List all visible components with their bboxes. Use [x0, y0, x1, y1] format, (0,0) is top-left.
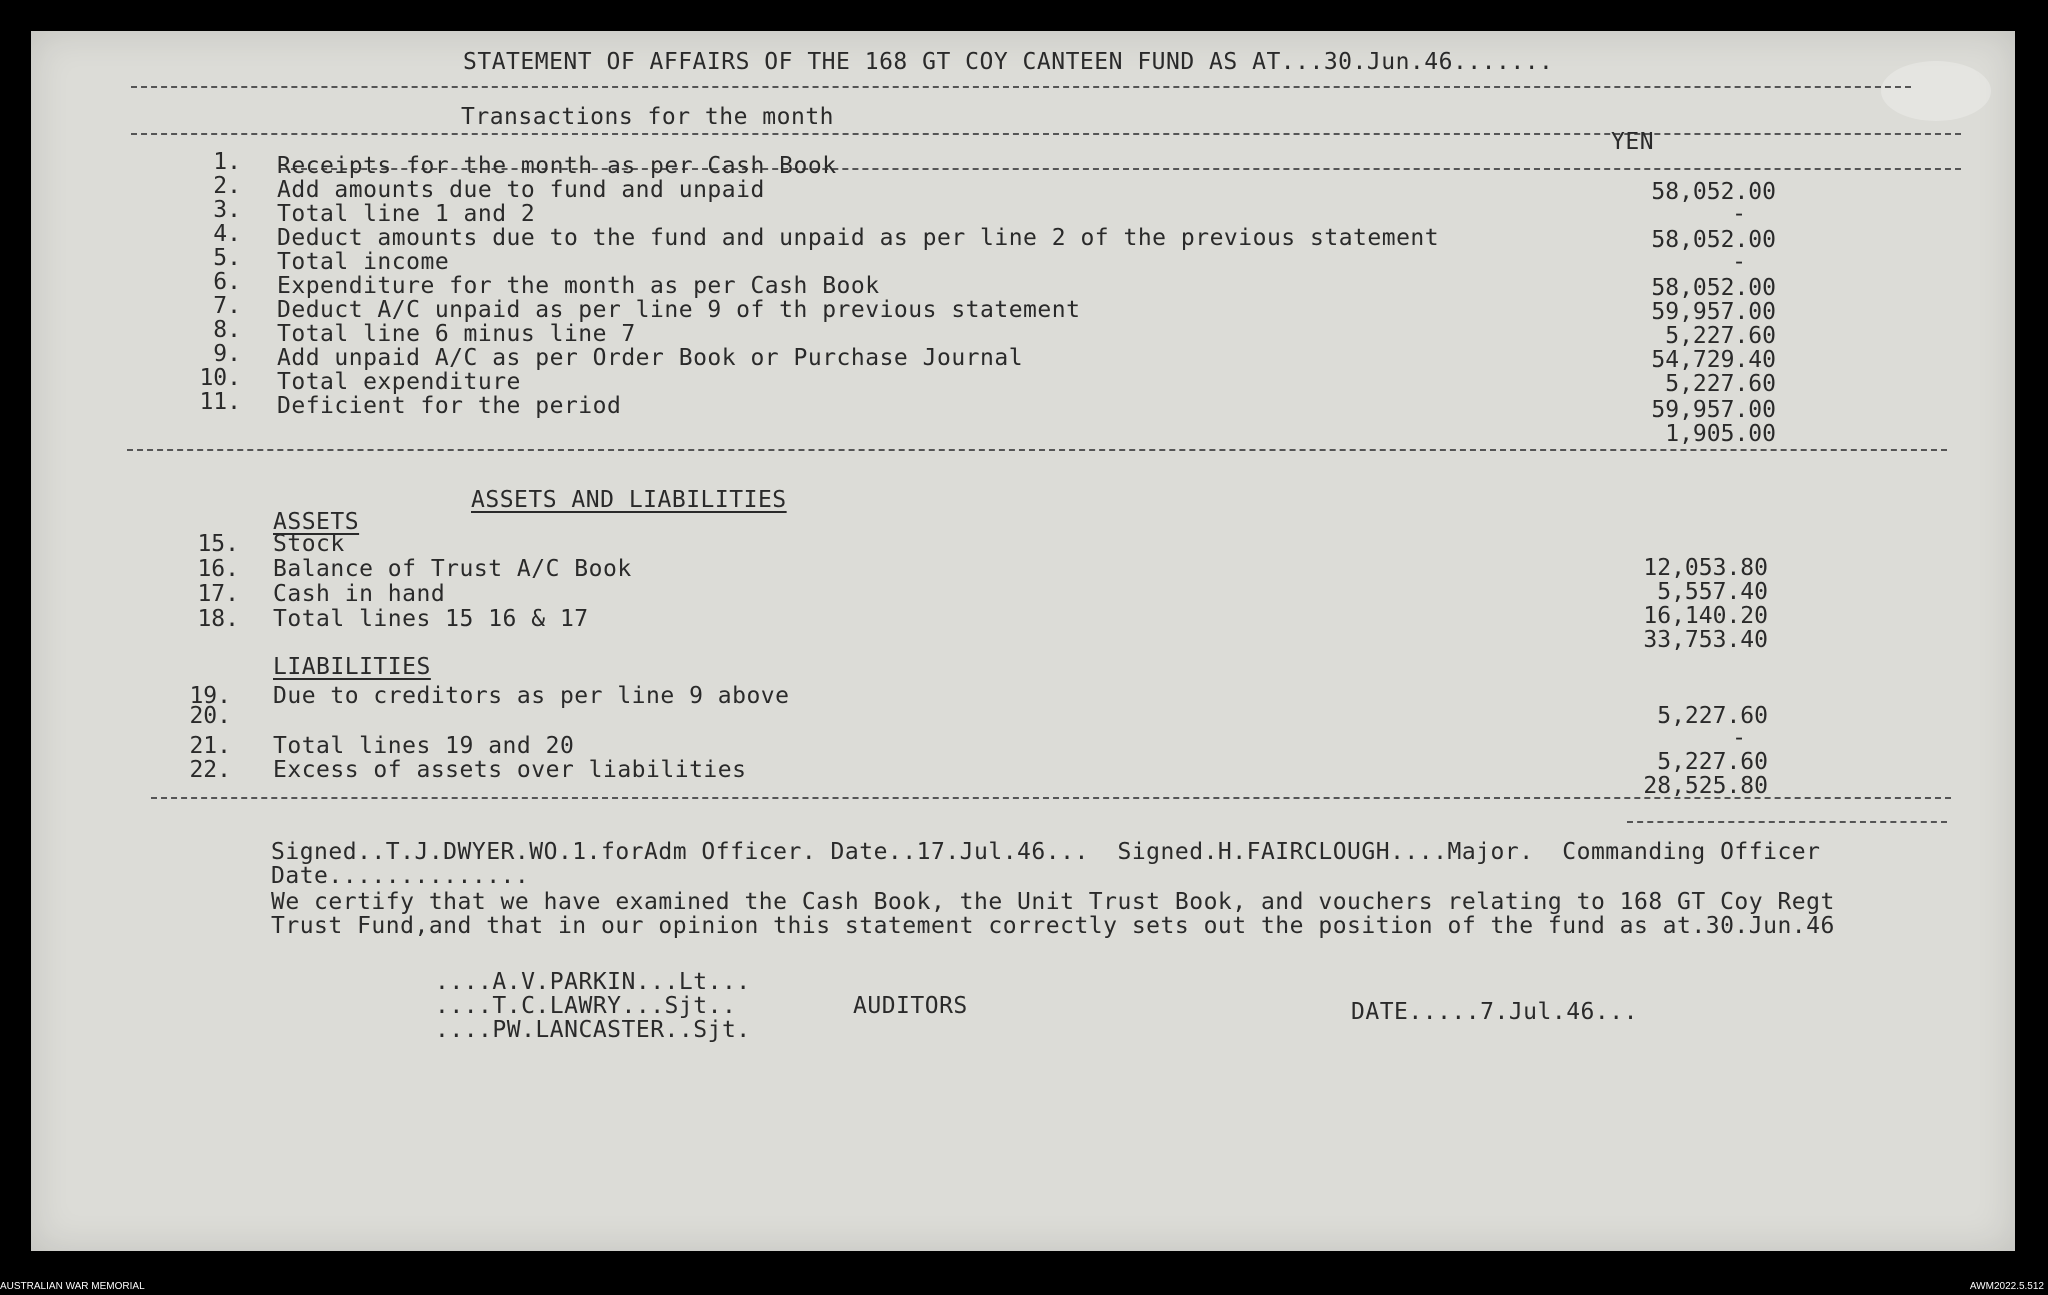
- line-text: Expenditure for the month as per Cash Book: [277, 273, 880, 299]
- line-text: Balance of Trust A/C Book: [273, 556, 632, 582]
- document-page: [31, 31, 2015, 1251]
- currency-label: YEN: [1611, 129, 1655, 155]
- line-number: 7.: [213, 293, 241, 319]
- line-text: Excess of assets over liabilities: [273, 757, 747, 783]
- date-line: Date..............: [271, 863, 530, 889]
- line-text: Due to creditors as per line 9 above: [273, 683, 790, 709]
- line-text: Add amounts due to fund and unpaid: [277, 177, 765, 203]
- line-text: Deduct A/C unpaid as per line 9 of th previous statement: [277, 297, 1081, 323]
- amount: 28,525.80: [1643, 773, 1768, 799]
- amount: 12,053.80: [1643, 555, 1768, 581]
- line-text: Total lines 15 16 & 17: [273, 606, 589, 632]
- audit-date: DATE.....7.Jul.46...: [1351, 999, 1638, 1025]
- certify-line-2: Trust Fund,and that in our opinion this statement correctly sets out the position of the fund as at.30.Jun.46: [271, 913, 1835, 939]
- amount: 5,227.60: [1665, 371, 1776, 397]
- amount: 5,557.40: [1657, 579, 1768, 605]
- auditor-name: ....A.V.PARKIN...Lt...: [435, 969, 751, 995]
- amount: 59,957.00: [1651, 299, 1776, 325]
- amount: 33,753.40: [1643, 627, 1768, 653]
- line-text: Total lines 19 and 20: [273, 733, 575, 759]
- amount: 58,052.00: [1651, 275, 1776, 301]
- transactions-heading: Transactions for the month: [461, 104, 835, 130]
- paper-crease: [1881, 61, 1991, 121]
- line-text: Total line 6 minus line 7: [277, 321, 636, 347]
- line-text: Cash in hand: [273, 581, 446, 607]
- amount: 58,052.00: [1651, 179, 1776, 205]
- amount: 5,227.60: [1657, 703, 1768, 729]
- auditor-name: ....T.C.LAWRY...Sjt..: [435, 993, 737, 1019]
- line-number: 8.: [213, 317, 241, 343]
- footer-accession-number: AWM2022.5.512: [1969, 1281, 2044, 1292]
- certify-line-1: We certify that we have examined the Cash Book, the Unit Trust Book, and vouchers relating to 168 GT Coy Regt: [271, 889, 1835, 915]
- line-number: 15.: [197, 531, 239, 557]
- amount: -: [1732, 249, 1746, 275]
- divider-line: [131, 133, 1961, 135]
- line-number: 9.: [213, 341, 241, 367]
- line-number: 3.: [213, 197, 241, 223]
- auditor-name: ....PW.LANCASTER..Sjt.: [435, 1017, 751, 1043]
- auditors-label: AUDITORS: [853, 993, 968, 1019]
- divider-line: [151, 797, 1951, 799]
- line-text: Stock: [273, 531, 345, 557]
- divider-line: [131, 86, 1911, 88]
- line-number: 19.: [189, 683, 231, 709]
- amount: 54,729.40: [1651, 347, 1776, 373]
- assets-liabilities-heading: ASSETS AND LIABILITIES: [471, 487, 787, 513]
- amount: 5,227.60: [1665, 323, 1776, 349]
- line-text: Total income: [277, 249, 450, 275]
- document-title: STATEMENT OF AFFAIRS OF THE 168 GT COY CANTEEN FUND AS AT...30.Jun.46.......: [463, 49, 1554, 75]
- line-number: 21.: [189, 733, 231, 759]
- amount: 5,227.60: [1657, 749, 1768, 775]
- line-number: 2.: [213, 173, 241, 199]
- divider-line: [1627, 821, 1947, 823]
- line-text: Add unpaid A/C as per Order Book or Purchase Journal: [277, 345, 1024, 371]
- amount: 1,905.00: [1665, 421, 1776, 447]
- line-number: 10.: [199, 365, 241, 391]
- assets-subheading: ASSETS: [273, 509, 360, 535]
- divider-line: [127, 449, 1947, 451]
- amount: 59,957.00: [1651, 397, 1776, 423]
- line-number: 5.: [213, 245, 241, 271]
- amount: -: [1732, 725, 1746, 751]
- signed-line: Signed..T.J.DWYER.WO.1.forAdm Officer. Date..17.Jul.46... Signed.H.FAIRCLOUGH....Major. Commanding Officer: [271, 839, 1821, 865]
- liabilities-subheading: LIABILITIES: [273, 654, 431, 680]
- line-text: Total line 1 and 2: [277, 201, 536, 227]
- line-number: 16.: [197, 556, 239, 582]
- line-number: 20.: [189, 703, 231, 729]
- line-number: 1.: [213, 149, 241, 175]
- line-text: Deduct amounts due to the fund and unpaid as per line 2 of the previous statement: [277, 225, 1440, 251]
- line-text: Deficient for the period: [277, 393, 622, 419]
- line-text: Receipts for the month as per Cash Book: [277, 153, 837, 179]
- line-number: 6.: [213, 269, 241, 295]
- amount: 16,140.20: [1643, 603, 1768, 629]
- line-number: 11.: [199, 389, 241, 415]
- line-number: 22.: [189, 757, 231, 783]
- line-number: 17.: [197, 581, 239, 607]
- line-number: 4.: [213, 221, 241, 247]
- line-text: Total expenditure: [277, 369, 521, 395]
- amount: 58,052.00: [1651, 227, 1776, 253]
- footer-credit: AUSTRALIAN WAR MEMORIAL: [0, 1281, 145, 1292]
- amount: -: [1732, 201, 1746, 227]
- line-number: 18.: [197, 606, 239, 632]
